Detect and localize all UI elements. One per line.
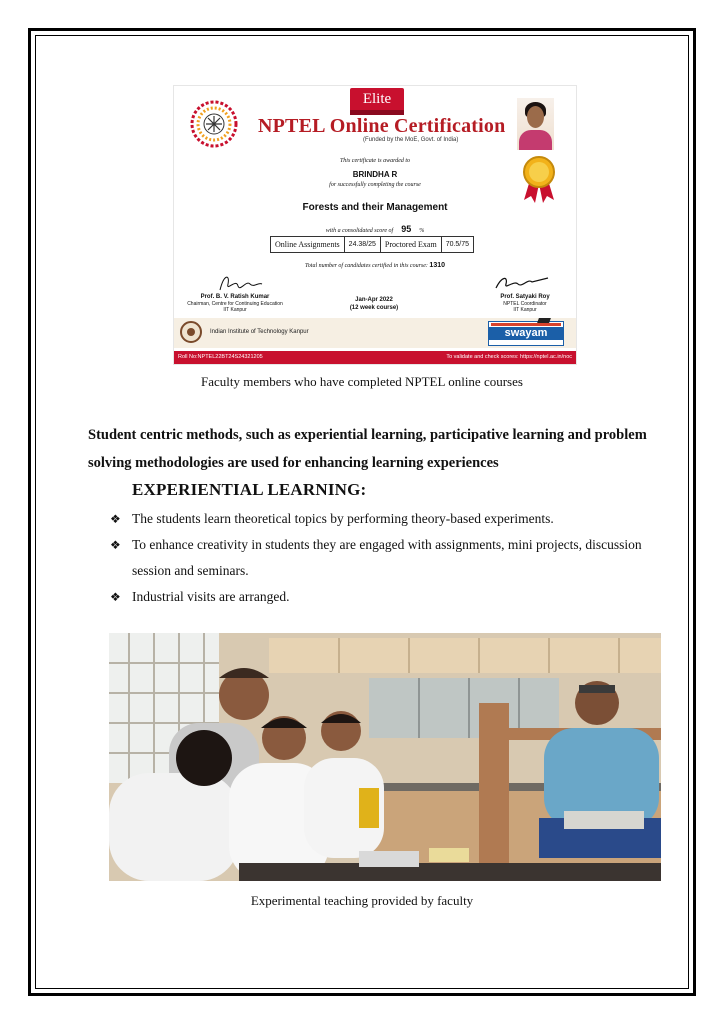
diamond-bullet-icon: ❖ (110, 538, 121, 552)
assignments-score: 24.38/25 (344, 237, 380, 253)
right-signatory-institute: IIT Kanpur (513, 307, 537, 313)
section-heading: EXPERIENTIAL LEARNING: (132, 480, 367, 499)
course-name: Forests and their Management (302, 202, 448, 213)
certificate-footer-bar (174, 351, 576, 364)
bullet-text: To enhance creativity in students they are engaged with assignments, mini projects, discussion session and seminars. (132, 537, 642, 578)
intro-paragraph: Student centric methods, such as experiential learning, participative learning and problem solving methodologies are used for enhancing learning experiences (88, 427, 647, 471)
certificate-title: NPTEL Online Certification (258, 115, 506, 137)
left-signatory (180, 294, 290, 314)
swayam-logo (488, 321, 564, 346)
recipient-name: BRINDHA R (352, 170, 398, 179)
session-text: Jan-Apr 2022 (355, 297, 393, 303)
swayam-label: swayam (489, 327, 563, 340)
left-signature-icon (216, 272, 264, 294)
lab-photo (109, 633, 661, 881)
left-signatory-role: Chairman, Centre for Continuing Education (187, 300, 283, 307)
recipient-photo (517, 98, 554, 150)
lab-photo-illustration (109, 633, 661, 881)
exam-label: Proctored Exam (380, 237, 441, 253)
photo-caption: Experimental teaching provided by faculty (250, 893, 474, 908)
score-prefix: with a consolidated score of (325, 228, 394, 234)
completion-text: for successfully completing the course (329, 182, 421, 188)
right-signatory-name: Prof. Satyaki Roy (500, 294, 550, 300)
elite-badge: Elite (350, 88, 404, 110)
institute-name: Indian Institute of Technology Kanpur (210, 329, 309, 335)
total-candidates-line (174, 262, 576, 269)
total-count: 1310 (429, 262, 445, 269)
left-signatory-name: Prof. B. V. Ratish Kumar (200, 294, 270, 300)
certificate-subtitle: (Funded by the MoE, Govt. of India) (363, 137, 459, 143)
bullet-text: Industrial visits are arranged. (132, 589, 290, 604)
institute-bar (174, 318, 576, 348)
assignments-label: Online Assignments (271, 237, 345, 253)
roll-number: Roll No:NPTEL22BT24S24321205 (178, 354, 263, 360)
nptel-logo-icon (190, 100, 238, 148)
awarded-text: This certificate is awarded to (339, 158, 411, 164)
certificate-caption: Faculty members who have completed NPTEL online courses (201, 374, 523, 389)
right-signatory-role: NPTEL Coordinator (503, 300, 547, 307)
list-item (110, 506, 670, 532)
diamond-bullet-icon: ❖ (110, 590, 121, 604)
bullet-list (110, 506, 670, 610)
validate-text: To validate and check scores: https://nptel.ac.in/noc (446, 354, 572, 360)
score-line (174, 224, 576, 234)
duration-text: (12 week course) (349, 305, 399, 311)
score-suffix: % (419, 228, 425, 234)
graduation-cap-icon (537, 318, 551, 323)
bullet-text: The students learn theoretical topics by performing theory-based experiments. (132, 511, 554, 526)
total-text: Total number of candidates certified in this course: (304, 263, 428, 269)
nptel-certificate-image (174, 86, 576, 364)
exam-score: 70.5/75 (441, 237, 473, 253)
left-signatory-institute: IIT Kanpur (223, 307, 247, 313)
score-value: 95 (401, 224, 412, 234)
score-table (270, 236, 474, 253)
course-session (324, 296, 424, 312)
right-signatory (470, 294, 576, 314)
list-item (110, 532, 670, 584)
right-signature-icon (492, 272, 550, 294)
diamond-bullet-icon: ❖ (110, 512, 121, 526)
iitk-seal-icon (180, 321, 202, 343)
list-item (110, 584, 670, 610)
